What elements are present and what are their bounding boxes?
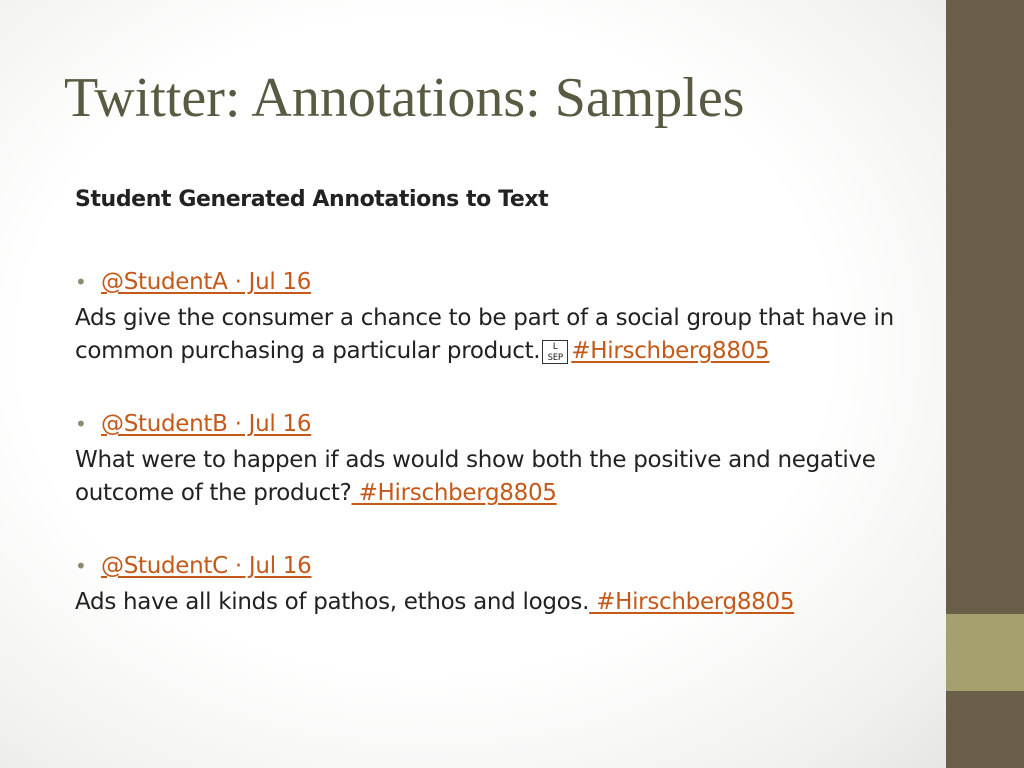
slide-content [75, 184, 905, 659]
hashtag-link[interactable]: #Hirschberg8805 [351, 480, 557, 506]
bullet-icon: • [75, 270, 87, 294]
hashtag-link[interactable]: #Hirschberg8805 [571, 338, 770, 364]
bullet-icon: • [75, 412, 87, 436]
tweet-text-content: Ads give the consumer a chance to be part of a social group that have in common purchasing a particular product. [75, 305, 894, 364]
tweet-post-b [75, 408, 905, 510]
hashtag-link[interactable]: #Hirschberg8805 [589, 589, 795, 615]
tweet-post-a [75, 266, 905, 368]
slide-subtitle: Student Generated Annotations to Text [75, 187, 549, 212]
tweet-header [75, 408, 905, 440]
tweet-text [75, 302, 905, 368]
separator-glyph-icon: L SEP [542, 340, 568, 364]
tweet-header [75, 550, 905, 582]
tweet-text-content: Ads have all kinds of pathos, ethos and logos. [75, 589, 590, 615]
decorative-sidebar-accent [946, 614, 1024, 691]
tweet-text [75, 444, 905, 510]
tweet-handle-link[interactable]: @StudentC · Jul 16 [101, 553, 312, 579]
tweet-handle-link[interactable]: @StudentA · Jul 16 [101, 269, 312, 295]
tweet-text-content: What were to happen if ads would show both the positive and negative outcome of the product? [75, 447, 876, 506]
slide-title: Twitter: Annotations: Samples [64, 67, 745, 129]
tweet-text [75, 586, 905, 619]
tweet-handle-link[interactable]: @StudentB · Jul 16 [101, 411, 312, 437]
tweet-post-c [75, 550, 905, 619]
bullet-icon: • [75, 554, 87, 578]
tweet-header [75, 266, 905, 298]
